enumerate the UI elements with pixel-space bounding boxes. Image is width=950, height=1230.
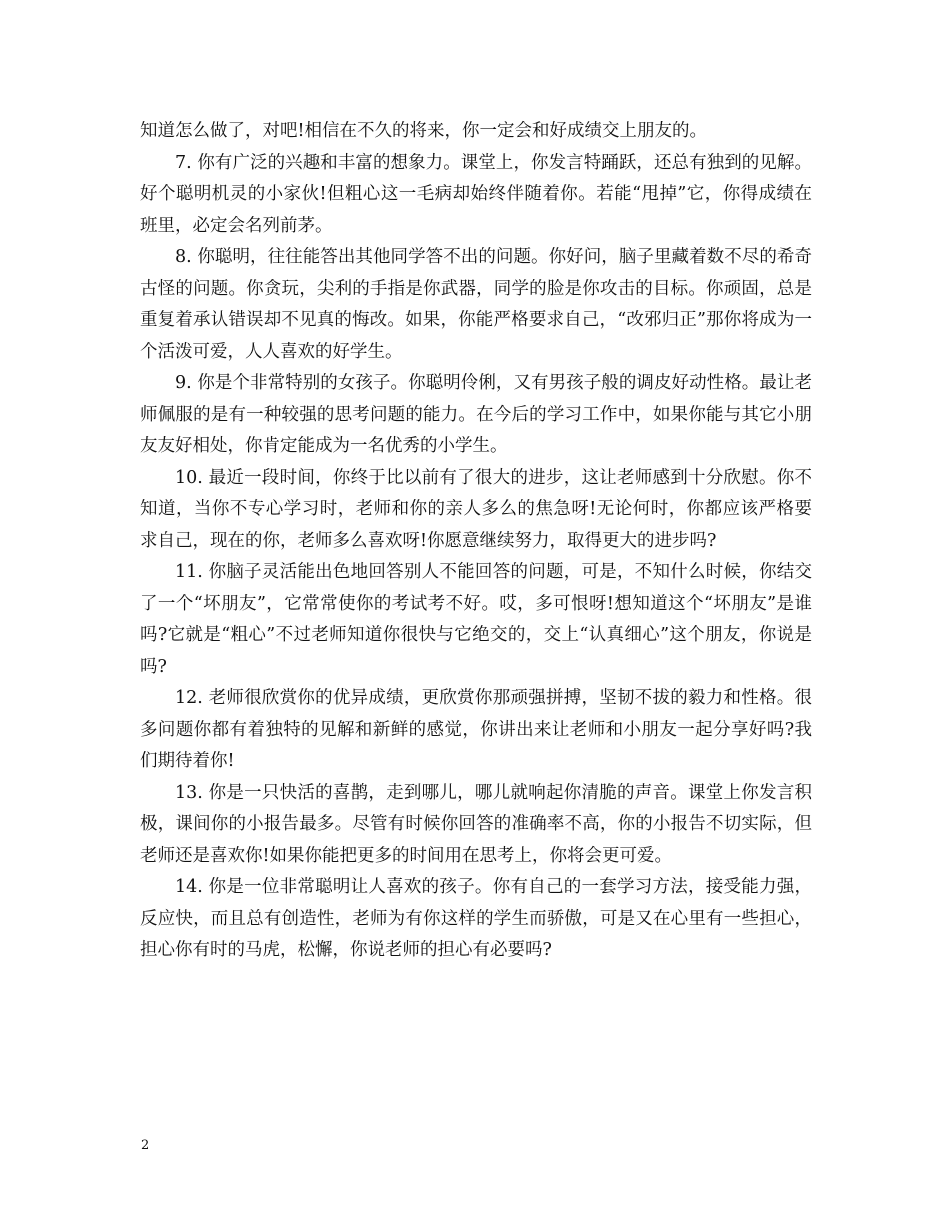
paragraph-item-12: 12. 老师很欣赏你的优异成绩，更欣赏你那顽强拼搏，坚韧不拔的毅力和性格。很多问题你都有着独特的见解和新鲜的感觉，你讲出来让老师和小朋友一起分享好吗?我们期待着你! [140,688,812,771]
paragraph-item-10: 10. 最近一段时间，你终于比以前有了很大的进步，这让老师感到十分欣慰。你不知道，当你不专心学习时，老师和你的亲人多么的焦急呀!无论何时，你都应该严格要求自己，现在的你，老师多么喜欢呀!你愿意继续努力，取得更大的进步吗? [140,467,812,551]
paragraph-item-7: 7. 你有广泛的兴趣和丰富的想象力。课堂上，你发言特踊跃，还总有独到的见解。好个聪明机灵的小家伙!但粗心这一毛病却始终伴随着你。若能“甩掉”它，你得成绩在班里，必定会名列前茅。 [140,152,812,236]
paragraph-continued: 知道怎么做了，对吧!相信在不久的将来，你一定会和好成绩交上朋友的。 [140,121,708,141]
paragraph-item-13: 13. 你是一只快活的喜鹊，走到哪儿，哪儿就响起你清脆的声音。课堂上你发言积极，课间你的小报告最多。尽管有时候你回答的准确率不高，你的小报告不切实际，但老师还是喜欢你!如果你能把更多的时间用在思考上，你将会更可爱。 [140,782,812,866]
paragraph-item-14: 14. 你是一位非常聪明让人喜欢的孩子。你有自己的一套学习方法，接受能力强，反应快，而且总有创造性，老师为有你这样的学生而骄傲，可是又在心里有一些担心，担心你有时的马虎，松懈，你说老师的担心有必要吗? [140,877,812,960]
paragraph-item-11: 11. 你脑子灵活能出色地回答别人不能回答的问题，可是，不知什么时候，你结交了一个“坏朋友”，它常常使你的考试考不好。哎，多可恨呀!想知道这个“坏朋友”是谁吗?它就是“粗心”不过老师知道你很快与它绝交的，交上“认真细心”这个朋友，你说是吗? [140,562,812,677]
page-number: 2 [141,1138,150,1153]
document-body [140,116,812,967]
paragraph-item-8: 8. 你聪明，往往能答出其他同学答不出的问题。你好问，脑子里藏着数不尽的希奇古怪的问题。你贪玩，尖利的手指是你武器，同学的脸是你攻击的目标。你顽固，总是重复着承认错误却不见真的悔改。如果，你能严格要求自己，“改邪归正”那你将成为一个活泼可爱，人人喜欢的好学生。 [140,247,812,362]
paragraph-item-9: 9. 你是个非常特别的女孩子。你聪明伶俐，又有男孩子般的调皮好动性格。最让老师佩服的是有一种较强的思考问题的能力。在今后的学习工作中，如果你能与其它小朋友友好相处，你肯定能成为一名优秀的小学生。 [140,373,812,456]
